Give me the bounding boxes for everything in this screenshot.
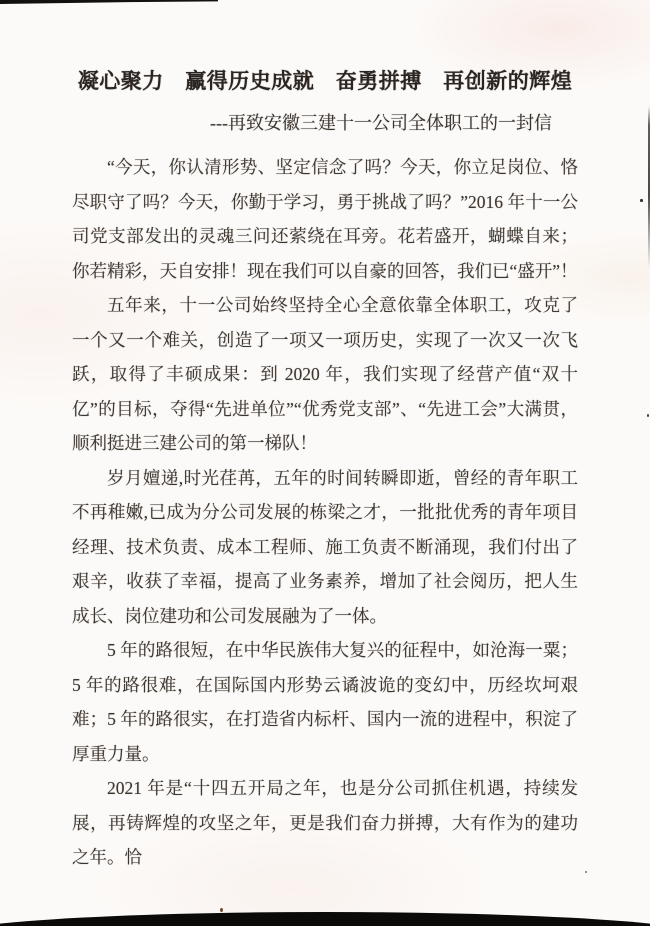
- letter-paragraph-5: 2021 年是“十四五开局之年，也是分公司抓住机遇，持续发展，再铸辉煌的攻坚之年，更是我们奋力拼搏，大有作为的建功之年。恰: [72, 778, 578, 867]
- letter-subtitle: ---再致安徽三建十一公司全体职工的一封信: [210, 113, 552, 133]
- scan-speck: [640, 199, 643, 202]
- letter-title: 凝心聚力 赢得历史成就 奋勇拼搏 再创新的辉煌: [77, 69, 573, 93]
- letter-paragraph-2: 五年来，十一公司始终坚持全心全意依靠全体职工，攻克了一个又一个难关，创造了一项又一项历史，实现了一次又一次飞跃，取得了丰硕成果：到 2020 年，我们实现了经营产值“双十亿”的目标，夺得“先进单位”“优秀党支部”、“先进工会”大满贯，顺利挺进三建公司的第一梯队！: [72, 295, 578, 453]
- scan-speck: [585, 871, 587, 873]
- letter-content: [72, 66, 578, 875]
- letter-paragraph-3: 岁月嬗递,时光荏苒，五年的时间转瞬即逝，曾经的青年职工不再稚嫩,已成为分公司发展的栋梁之才，一批批优秀的青年项目经理、技术负责、成本工程师、施工负责不断涌现，我们付出了艰辛，收获了幸福，提高了业务素养，增加了社会阅历，把人生成长、岗位建功和公司发展融为了一体。: [72, 467, 578, 626]
- letter-paragraph-1: “今天，你认清形势、坚定信念了吗？今天，你立足岗位、恪尽职守了吗？今天，你勤于学习，勇于挑战了吗？”2016 年十一公司党支部发出的灵魂三问还萦绕在耳旁。花若盛开，蝴蝶自来；你若精彩，天自安排！现在我们可以自豪的回答，我们已“盛开”！: [72, 157, 578, 281]
- letter-body: [72, 150, 578, 875]
- scan-speck: [647, 414, 649, 417]
- letter-paragraph-4: 5 年的路很短，在中华民族伟大复兴的征程中，如沧海一粟；5 年的路很难，在国际国内形势云谲波诡的变幻中，历经坎坷艰难；5 年的路很实，在打造省内标杆、国内一流的进程中，积淀了厚重力量。: [72, 640, 578, 764]
- scan-speck: [220, 908, 223, 912]
- scanner-edge-bottom-artifact: [0, 912, 650, 926]
- scanner-edge-top-artifact: [0, 0, 218, 4]
